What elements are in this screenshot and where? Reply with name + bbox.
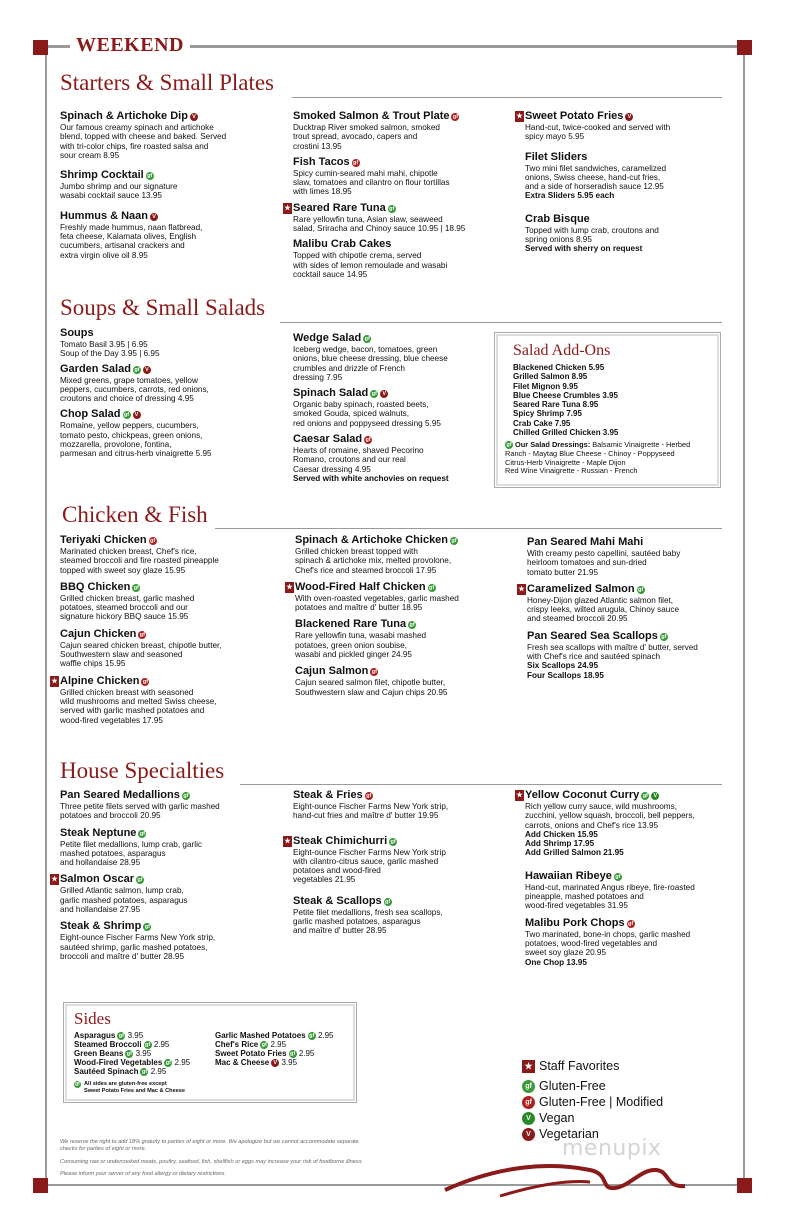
addon-item: Chilled Grilled Chicken 3.95 [513, 428, 619, 438]
side-name: Green Beans [74, 1049, 124, 1058]
side-price: 2.95 [317, 1031, 334, 1040]
legend-label: Staff Favorites [539, 1059, 620, 1073]
gluten-free-icon: gf [385, 898, 391, 905]
menu-item [60, 169, 285, 201]
menu-item [284, 201, 508, 234]
starters-col-1 [60, 110, 285, 269]
item-name: Caesar Salad [293, 433, 363, 446]
gluten-free-icon: gf [133, 584, 139, 591]
dressings-list: Balsamic Vinaigrette - Herbed Ranch - Maytag Blue Cheese - Chinoy - Poppyseed Citrus-Herb Vinaigrette - Maple Dijon Red Wine Vinaigrette - Russian - French [505, 440, 691, 476]
menu-item [60, 363, 285, 404]
addon-item: Filet Mignon 9.95 [513, 381, 578, 391]
section-rule-starters [292, 97, 722, 98]
item-name: Wood-Fired Half Chicken [295, 580, 426, 593]
addon-item: Blackened Chicken 5.95 [513, 363, 605, 372]
menu-item [295, 665, 510, 697]
legend-gf [522, 1078, 722, 1094]
staff-favorite-icon: ★ [522, 1060, 535, 1073]
gluten-free-icon: gf [261, 1042, 267, 1048]
vegetarian-icon: V [150, 213, 158, 221]
gluten-free-icon: gf [522, 1080, 535, 1093]
gluten-free-icon: gf [75, 1081, 80, 1087]
logo-swoosh-icon [440, 1160, 700, 1200]
side-name: Wood-Fired Vegetables [74, 1058, 163, 1067]
side-item [74, 1040, 215, 1049]
side-name: Chef's Rice [215, 1040, 259, 1049]
menu-item [60, 110, 285, 160]
item-desc: Eight-ounce Fischer Farms New York strip, hand-cut fries and maître d' butter 19.95 [293, 802, 449, 821]
side-item [74, 1067, 215, 1076]
item-desc: Spicy cumin-seared mahi mahi, chipotle slaw, tomatoes and cilantro on flour tortillas with limes 18.95 [293, 168, 450, 197]
item-extra: Extra Sliders 5.95 each [525, 191, 615, 201]
item-name: BBQ Chicken [60, 580, 131, 593]
menu-item [527, 536, 727, 577]
gluten-free-icon: gf [134, 366, 140, 373]
menu-item [284, 834, 508, 885]
item-desc: Topped with chipotle crema, served with sides of lemon remoulade and wasabi cocktail sauce 14.95 [293, 251, 448, 279]
item-desc: Petite filet medallions, fresh sea scallops, garlic mashed potatoes, asparagus and maître d' butter 28.95 [293, 907, 443, 936]
menu-item [60, 920, 285, 961]
soups-col-2 [293, 332, 493, 492]
side-name: Garlic Mashed Potatoes [215, 1031, 306, 1040]
item-desc: Ducktrap River smoked salmon, smoked trout spread, avocado, capers and crostini 13.95 [293, 123, 440, 151]
vegetarian-icon: V [380, 390, 388, 398]
gluten-free-icon: gf [371, 391, 377, 398]
menu-item [51, 674, 285, 725]
staff-favorite-icon: ★ [518, 585, 525, 593]
vegetarian-icon: V [133, 411, 141, 419]
gluten-free-icon: gf [183, 793, 189, 799]
side-name: Sautéed Spinach [74, 1067, 139, 1076]
menu-item [293, 433, 493, 483]
chicken-col-2 [286, 534, 510, 706]
item-desc: Freshly made hummus, naan flatbread, feta cheese, Kalamata olives, English cucumbers, artisanal crackers and extra virgin olive oil 8.95 [60, 222, 203, 260]
gluten-free-modified-icon: gf [353, 159, 359, 166]
chicken-col-1 [51, 534, 285, 734]
side-item [215, 1031, 334, 1040]
dressings-label: Our Salad Dressings: [515, 440, 591, 450]
side-name: Steamed Broccoli [74, 1040, 142, 1049]
item-extra: Add Chicken 15.95 Add Shrimp 17.95 Add Grilled Salmon 21.95 [525, 829, 624, 858]
menu-item [60, 210, 285, 260]
section-title-starters: Starters & Small Plates [60, 70, 275, 95]
item-name: Steak & Scallops [293, 894, 382, 907]
corner-top-right [737, 40, 752, 55]
item-name: Steak Neptune [60, 826, 137, 839]
menu-item [525, 917, 730, 967]
item-desc: With creamy pesto capellini, sautéed baby heirloom tomatoes and sun-dried tomato butter 21.95 [527, 549, 681, 577]
item-name: Shrimp Cocktail [60, 169, 144, 182]
frame-left-line [45, 45, 47, 1185]
watermark: menupix [562, 1136, 662, 1161]
sides-note-row [74, 1081, 356, 1094]
menu-item [60, 581, 285, 622]
vegan-icon: V [522, 1112, 535, 1125]
item-desc: Hand-cut, marinated Angus ribeye, fire-roasted pineapple, mashed potatoes and wood-fired vegetables 31.95 [525, 882, 695, 911]
side-price: 2.95 [270, 1040, 287, 1049]
menu-item [295, 534, 510, 575]
item-name: Spinach Salad [293, 387, 369, 400]
gluten-free-modified-icon: gf [365, 437, 371, 444]
gluten-free-modified-icon: gf [366, 793, 372, 799]
item-desc: Honey-Dijon glazed Atlantic salmon filet, crispy leeks, wilted arugula, Chinoy sauce and steamed broccoli 20.95 [527, 595, 679, 624]
section-rule-soups [280, 322, 722, 323]
gluten-free-icon: gf [123, 412, 130, 419]
legend-label: Vegetarian [539, 1127, 599, 1141]
item-desc: Organic baby spinach, roasted beets, smoked Gouda, spiced walnuts, red onions and poppyseed dressing 5.95 [293, 400, 441, 428]
item-name: Wedge Salad [293, 332, 362, 344]
addon-item: Spicy Shrimp 7.95 [513, 409, 582, 419]
item-desc: Eight-ounce Fischer Farms New York strip with cilantro-citrus sauce, garlic mashed potatoes and wood-fired vegetables 21.95 [293, 847, 446, 885]
item-name: Steak & Shrimp [60, 920, 142, 933]
gluten-free-modified-icon: gf [522, 1096, 535, 1109]
item-desc: Jumbo shrimp and our signature wasabi cocktail sauce 13.95 [60, 182, 178, 201]
item-desc: Iceberg wedge, bacon, tomatoes, green onions, blue cheese dressing, blue cheese crumbles and drizzle of French dressing 7.95 [293, 345, 448, 382]
gluten-free-icon: gf [637, 586, 644, 593]
item-desc: Marinated chicken breast, Chef's rice, steamed broccoli and fire roasted pineapple topped with sweet soy glaze 15.95 [60, 547, 219, 575]
gluten-free-icon: gf [144, 924, 150, 931]
starters-col-3 [516, 110, 725, 263]
menu-item [293, 789, 508, 821]
menu-item [525, 151, 725, 201]
gluten-free-icon: gf [389, 205, 395, 212]
addon-item: Grilled Salmon 8.95 [513, 372, 588, 382]
item-desc: Grilled chicken breast with seasoned wild mushrooms and melted Swiss cheese, served with garlic mashed potatoes and wood-fired vegetables 17.95 [60, 687, 217, 725]
corner-top-left [33, 40, 48, 55]
salad-addons-box [494, 332, 721, 488]
menu-item [286, 580, 510, 613]
sides-col-2 [215, 1031, 334, 1076]
fine-print-1: We reserve the right to add 18% gratuity to parties of eight or more. We apologize but we cannot accommodate separate [60, 1139, 359, 1145]
staff-favorite-icon: ★ [284, 204, 291, 212]
menu-item [527, 630, 727, 680]
item-name: Cajun Salmon [295, 665, 369, 678]
item-desc: Two marinated, bone-in chops, garlic mashed potatoes, wood-fired vegetables and sweet soy glaze 20.95 [525, 929, 691, 958]
fine-print-2: checks for parties of eight or more. [60, 1146, 147, 1152]
item-name: Spinach & Artichoke Chicken [295, 534, 449, 546]
item-name: Hummus & Naan [60, 209, 149, 222]
gluten-free-icon: gf [126, 1051, 132, 1057]
staff-favorite-icon: ★ [51, 677, 58, 685]
addon-item: Blue Cheese Crumbles 3.95 [513, 390, 618, 400]
side-price: 2.95 [174, 1058, 191, 1067]
menu-item [525, 870, 730, 911]
side-item [74, 1031, 215, 1040]
menu-title: WEEKEND [70, 34, 190, 57]
item-name: Malibu Pork Chops [525, 916, 625, 929]
sides-note: All sides are gluten-free except Sweet Potato Fries and Mac & Cheese [84, 1081, 186, 1094]
corner-bottom-left [33, 1178, 48, 1193]
item-name: Crab Bisque [525, 212, 590, 225]
section-rule-chicken [215, 528, 722, 529]
vegan-icon: V [651, 792, 659, 800]
item-name: Chop Salad [60, 408, 121, 421]
item-name: Sweet Potato Fries [525, 110, 624, 122]
section-title-chicken: Chicken & Fish [62, 502, 208, 527]
item-desc: Mixed greens, grape tomatoes, yellow peppers, cucumbers, carrots, red onions, croutons and choice of dressing 4.95 [60, 375, 209, 404]
menu-item [60, 408, 285, 458]
soups-col-1 [60, 327, 285, 468]
menu-item [51, 873, 285, 915]
item-desc: Rich yellow curry sauce, wild mushrooms, zucchini, yellow squash, broccoli, bell peppers, carrots, onions and Chef's rice 13.95 [525, 802, 695, 830]
staff-favorite-icon: ★ [516, 792, 523, 799]
item-desc: Petite filet medallions, lump crab, garlic mashed potatoes, asparagus and hollandaise 28.95 [60, 839, 202, 868]
menu-item [293, 332, 493, 382]
gluten-free-icon: gf [309, 1033, 315, 1039]
item-name: Seared Rare Tuna [293, 201, 386, 214]
menu-item [293, 895, 508, 936]
menu-item [60, 327, 285, 359]
item-name: Pan Seared Medallions [60, 789, 180, 801]
gluten-free-icon: gf [615, 873, 621, 880]
item-name: Steak Chimichurri [293, 834, 388, 847]
side-price: 3.95 [281, 1058, 298, 1067]
gluten-free-icon: gf [147, 173, 153, 180]
gluten-free-icon: gf [451, 538, 457, 544]
gluten-free-icon: gf [642, 793, 648, 799]
item-desc: Rare yellowfin tuna, Asian slaw, seaweed salad, Sriracha and Chinoy sauce 10.95 | 18.95 [293, 214, 466, 234]
gluten-free-icon: gf [165, 1060, 171, 1066]
item-name: Steak & Fries [293, 789, 363, 801]
legend-vegan [522, 1110, 722, 1126]
gluten-free-modified-icon: gf [150, 538, 156, 544]
side-item [215, 1049, 334, 1058]
gluten-free-icon: gf [144, 1042, 151, 1048]
gluten-free-icon: gf [137, 877, 143, 884]
vegetarian-icon: V [625, 113, 633, 121]
sides-title: Sides [74, 1009, 111, 1028]
corner-bottom-right [737, 1178, 752, 1193]
vegetarian-icon: V [271, 1059, 279, 1067]
item-name: Filet Sliders [525, 150, 588, 163]
item-desc: Hand-cut, twice-cooked and served with spicy mayo 5.95 [525, 123, 671, 142]
fine-print-4: Please inform your server of any food allergy or dietary restrictions. [60, 1171, 227, 1177]
item-name: Teriyaki Chicken [60, 534, 147, 546]
legend-label: Gluten-Free | Modified [539, 1095, 664, 1109]
legend-label: Vegan [539, 1111, 575, 1125]
menu-item [60, 789, 285, 821]
item-desc: Hearts of romaine, shaved Pecorino Romano, croutons and our real Caesar dressing 4.95 [293, 446, 424, 474]
legend [522, 1058, 722, 1142]
frame-right-line [743, 45, 745, 1185]
item-name: Soups [60, 327, 94, 339]
item-name: Hawaiian Ribeye [525, 869, 612, 882]
menu-item [525, 213, 725, 254]
side-price: 3.95 [127, 1031, 144, 1040]
menu-item [518, 582, 727, 624]
gluten-free-icon: gf [506, 442, 512, 449]
menu-item [293, 110, 508, 151]
vegetarian-icon: V [143, 366, 151, 374]
house-col-2 [284, 789, 508, 945]
side-price: 3.95 [135, 1049, 152, 1058]
item-name: Malibu Crab Cakes [293, 238, 392, 251]
side-item [215, 1040, 334, 1049]
sides-box [63, 1002, 357, 1103]
item-name: Fish Tacos [293, 155, 350, 168]
side-item [215, 1058, 334, 1067]
section-rule-house [240, 784, 722, 785]
gluten-free-icon: gf [428, 584, 435, 591]
gluten-free-icon: gf [289, 1051, 296, 1057]
vegetarian-icon: V [522, 1128, 535, 1141]
side-name: Sweet Potato Fries [215, 1049, 287, 1058]
staff-favorite-icon: ★ [284, 837, 291, 845]
item-name: Smoked Salmon & Trout Plate [293, 110, 450, 122]
starters-col-2 [284, 110, 508, 288]
item-desc: Two mini filet sandwiches, caramelized onions, Swiss cheese, hand-cut fries, and a side of horseradish sauce 12.95 [525, 163, 667, 192]
item-desc: Eight-ounce Fischer Farms New York strip, sautéed shrimp, garlic mashed potatoes, broccoli and maître d' butter 28.95 [60, 933, 216, 961]
menu-item [516, 110, 725, 142]
item-desc: Fresh sea scallops with maître d' butter, served with Chef's rice and sautéed spinach [527, 642, 698, 662]
menu-item [293, 387, 493, 428]
gluten-free-modified-icon: gf [142, 678, 149, 685]
side-name: Asparagus [74, 1031, 116, 1040]
side-item [74, 1058, 215, 1067]
menu-item [295, 618, 510, 659]
gluten-free-modified-icon: gf [628, 920, 634, 927]
gluten-free-icon: gf [139, 830, 146, 837]
gluten-free-icon: gf [390, 838, 396, 845]
item-desc: Grilled Atlantic salmon, lump crab, garlic mashed potatoes, asparagus and hollandaise 27.95 [60, 886, 188, 915]
item-name: Pan Seared Sea Scallops [527, 629, 658, 642]
menu-item [60, 628, 285, 669]
menu-item [293, 156, 508, 197]
item-desc: Rare yellowfin tuna, wasabi mashed potatoes, green onion soubise, wasabi and pickled ginger 24.95 [295, 631, 427, 660]
item-desc: Tomato Basil 3.95 | 6.95 Soup of the Day 3.95 | 6.95 [60, 340, 160, 359]
item-name: Garden Salad [60, 362, 131, 375]
item-extra: Served with sherry on request [525, 244, 643, 254]
menu-item [516, 789, 730, 858]
gluten-free-icon: gf [141, 1069, 148, 1075]
item-desc: Topped with lump crab, croutons and spring onions 8.95 [525, 225, 659, 245]
side-price: 2.95 [150, 1067, 167, 1076]
item-extra: One Chop 13.95 [525, 957, 587, 967]
gluten-free-modified-icon: gf [139, 631, 145, 638]
item-extra: Served with white anchovies on request [293, 473, 449, 483]
chicken-col-3 [518, 536, 727, 689]
gluten-free-modified-icon: gf [371, 669, 377, 676]
gluten-free-icon: gf [364, 336, 370, 342]
item-name: Pan Seared Mahi Mahi [527, 536, 644, 548]
legend-label: Gluten-Free [539, 1079, 606, 1093]
side-name: Mac & Cheese [215, 1058, 270, 1067]
addon-item: Crab Cake 7.95 [513, 418, 571, 428]
menu-item [60, 534, 285, 575]
legend-staff [522, 1058, 722, 1074]
house-col-1 [51, 789, 285, 970]
gluten-free-icon: gf [661, 633, 667, 640]
item-desc: Cajun seared salmon filet, chipotle butter, Southwestern slaw and Cajun chips 20.95 [295, 678, 448, 697]
item-name: Spinach & Artichoke Dip [60, 110, 188, 122]
item-desc: With oven-roasted vegetables, garlic mashed potatoes and maître d' butter 18.95 [295, 593, 459, 613]
sides-col-1 [74, 1031, 215, 1076]
menu-item [293, 238, 508, 279]
house-col-3 [516, 789, 730, 976]
gluten-free-icon: gf [409, 622, 415, 629]
item-name: Cajun Chicken [60, 627, 137, 640]
item-name: Caramelized Salmon [527, 582, 635, 595]
staff-favorite-icon: ★ [516, 113, 523, 120]
side-price: 2.95 [298, 1049, 315, 1058]
side-price: 2.95 [153, 1040, 170, 1049]
item-desc: Grilled chicken breast, garlic mashed potatoes, steamed broccoli and our signature hickory BBQ sauce 15.95 [60, 593, 195, 622]
item-desc: Three petite filets served with garlic mashed potatoes and broccoli 20.95 [60, 802, 220, 821]
staff-favorite-icon: ★ [51, 876, 58, 884]
item-desc: Our famous creamy spinach and artichoke blend, topped with cheese and baked. Served with tri-color chips, fire roasted salsa and sour cream 8.95 [60, 123, 227, 160]
addon-item: Seared Rare Tuna 8.95 [513, 400, 599, 410]
fine-print-3: Consuming raw or undercooked meats, poultry, seafood, fish, shellfish or eggs may increase your risk of foodborne illness. [60, 1159, 364, 1165]
item-desc: Romaine, yellow peppers, cucumbers, tomato pesto, chickpeas, green onions, mozzarella, provolone, fontina, parmesan and citrus-herb vinaigrette 5.95 [60, 421, 212, 459]
gluten-free-icon: gf [118, 1033, 124, 1039]
section-title-house: House Specialties [60, 758, 225, 783]
side-item [74, 1049, 215, 1058]
item-extra: Six Scallops 24.95 Four Scallops 18.95 [527, 661, 604, 680]
staff-favorite-icon: ★ [286, 583, 293, 591]
salad-addons-title: Salad Add-Ons [513, 342, 611, 359]
legend-gfm [522, 1094, 722, 1110]
gluten-free-modified-icon: gf [452, 114, 459, 120]
sides-columns [74, 1031, 356, 1076]
item-name: Salmon Oscar [60, 873, 134, 886]
item-name: Yellow Coconut Curry [525, 789, 640, 801]
item-name: Alpine Chicken [60, 674, 140, 687]
salad-dressings [505, 441, 720, 475]
menu-item [60, 827, 285, 868]
item-desc: Cajun seared chicken breast, chipotle butter, Southwestern slaw and seasoned waffle chips 15.95 [60, 640, 222, 669]
section-title-soups: Soups & Small Salads [60, 295, 266, 320]
item-desc: Grilled chicken breast topped with spinach & artichoke mix, melted provolone, Chef's rice and steamed broccoli 17.95 [295, 547, 452, 575]
item-name: Blackened Rare Tuna [295, 618, 407, 631]
vegetarian-icon: V [190, 113, 198, 121]
